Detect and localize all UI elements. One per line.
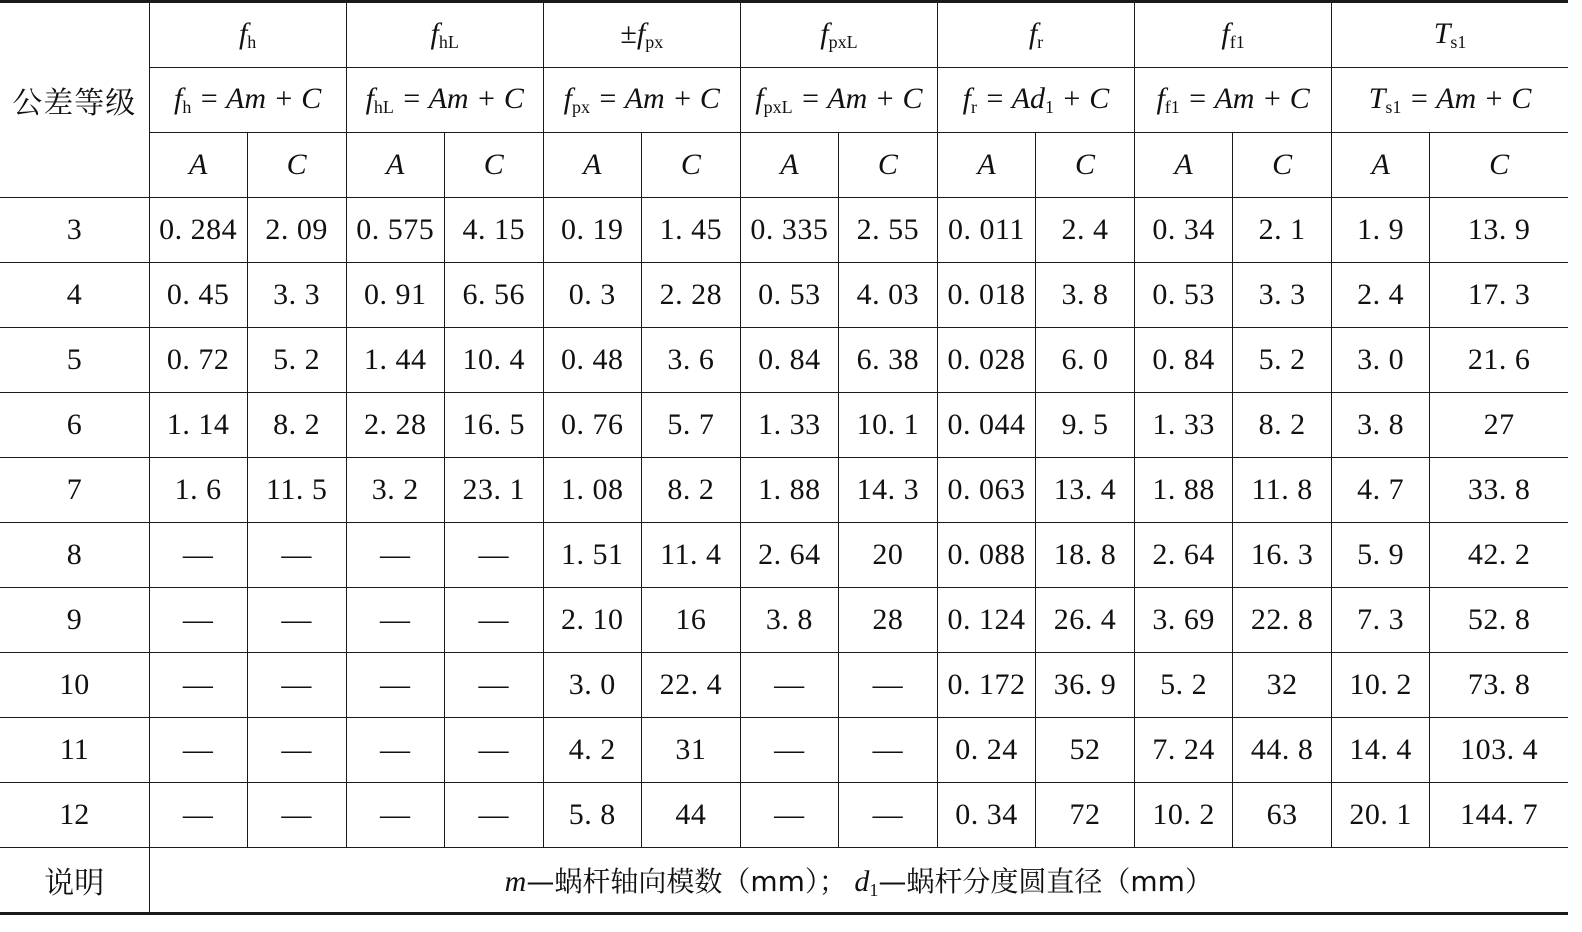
coef-a-cell: — (346, 523, 444, 588)
coef-c-cell: 2. 4 (1036, 198, 1135, 263)
coef-c-header: C (1430, 133, 1568, 198)
coef-c-cell: 20 (838, 523, 937, 588)
coef-c-cell: 3. 6 (641, 328, 740, 393)
table-row (0, 653, 1568, 718)
coef-c-cell: 13. 4 (1036, 458, 1135, 523)
coef-c-cell: — (247, 718, 346, 783)
grade-cell: 5 (0, 328, 149, 393)
coef-a-cell: 0. 172 (937, 653, 1035, 718)
coef-a-cell: — (149, 653, 247, 718)
coef-c-cell: 23. 1 (444, 458, 543, 523)
coef-c-cell: 9. 5 (1036, 393, 1135, 458)
formula-rhs: = Am + C (401, 82, 524, 115)
coef-c-cell: 2. 1 (1233, 198, 1332, 263)
coef-a-cell: 4. 7 (1332, 458, 1430, 523)
note-row (0, 848, 1568, 914)
coef-a-cell: 0. 044 (937, 393, 1035, 458)
coef-c-cell: 2. 28 (641, 263, 740, 328)
symbol-subscript: h (247, 32, 257, 52)
coef-c-cell: 8. 2 (641, 458, 740, 523)
symbol-subscript: pxL (828, 32, 858, 52)
coef-c-cell: 44. 8 (1233, 718, 1332, 783)
coef-a-cell: — (149, 523, 247, 588)
coef-c-cell: — (444, 718, 543, 783)
coef-c-cell: 17. 3 (1430, 263, 1568, 328)
grade-cell: 6 (0, 393, 149, 458)
formula-symbol: T (1368, 82, 1386, 115)
coef-c-cell: 36. 9 (1036, 653, 1135, 718)
table-row (0, 458, 1568, 523)
coef-c-cell: 3. 8 (1036, 263, 1135, 328)
coef-c-cell: 4. 15 (444, 198, 543, 263)
coef-c-header: C (444, 133, 543, 198)
symbol-subscript: r (1037, 32, 1044, 52)
coef-c-cell: 16. 5 (444, 393, 543, 458)
coef-c-cell: 18. 8 (1036, 523, 1135, 588)
coef-a-cell: — (346, 653, 444, 718)
coef-a-header: A (1135, 133, 1233, 198)
symbol-letter: f (1221, 17, 1230, 50)
formula-symbol: f (365, 82, 374, 115)
symbol-letter: T (1433, 17, 1451, 50)
formula-subscript: px (572, 97, 590, 117)
coef-a-cell: — (346, 588, 444, 653)
formula-symbol: f (173, 82, 183, 115)
coef-a-cell: 0. 19 (543, 198, 641, 263)
grade-cell: 9 (0, 588, 149, 653)
formula-rhs: = Am + C (1187, 82, 1310, 115)
coef-c-header: C (641, 133, 740, 198)
coef-c-cell: 13. 9 (1430, 198, 1568, 263)
formula-rhs: = Ad (984, 82, 1046, 115)
coef-c-cell: 44 (641, 783, 740, 848)
coef-c-cell: — (444, 653, 543, 718)
coef-a-cell: 0. 124 (937, 588, 1035, 653)
coef-a-cell: 4. 2 (543, 718, 641, 783)
group-formula-fh (149, 68, 346, 133)
coef-a-cell: 0. 45 (149, 263, 247, 328)
coef-c-cell: — (247, 523, 346, 588)
group-symbol-fr (937, 2, 1134, 68)
coef-c-cell: 16. 3 (1233, 523, 1332, 588)
table-body (0, 198, 1568, 848)
coef-a-cell: 0. 91 (346, 263, 444, 328)
coef-c-header: C (247, 133, 346, 198)
coef-a-cell: 0. 84 (740, 328, 838, 393)
coef-a-cell: — (149, 588, 247, 653)
coef-a-cell: 1. 33 (1135, 393, 1233, 458)
coef-a-cell: 0. 575 (346, 198, 444, 263)
coef-c-header: C (838, 133, 937, 198)
formula-rhs: = Am + C (800, 82, 923, 115)
coef-a-cell: 1. 6 (149, 458, 247, 523)
coef-c-cell: 31 (641, 718, 740, 783)
coef-a-cell: 14. 4 (1332, 718, 1430, 783)
formula-rhs: = Am + C (1408, 82, 1532, 115)
grade-cell: 3 (0, 198, 149, 263)
table-row (0, 783, 1568, 848)
coef-a-cell: 0. 34 (1135, 198, 1233, 263)
coef-a-cell: — (346, 783, 444, 848)
symbol-subscript: hL (438, 32, 459, 52)
table-row (0, 393, 1568, 458)
coef-c-cell: 73. 8 (1430, 653, 1568, 718)
symbol-letter: f (636, 17, 646, 50)
coef-c-cell: 5. 2 (1233, 328, 1332, 393)
group-formula-fpxl (740, 68, 937, 133)
group-formula-ts1 (1332, 68, 1568, 133)
coef-a-cell: 2. 64 (740, 523, 838, 588)
coef-a-cell: 1. 44 (346, 328, 444, 393)
group-formula-ff1 (1135, 68, 1332, 133)
tolerance-grade-header: 公差等级 (0, 2, 149, 198)
coef-c-cell: 2. 09 (247, 198, 346, 263)
coef-c-cell: — (444, 588, 543, 653)
coef-a-cell: 0. 028 (937, 328, 1035, 393)
formula-symbol: f (563, 82, 572, 115)
coef-c-cell: 5. 2 (247, 328, 346, 393)
coef-a-cell: 3. 69 (1135, 588, 1233, 653)
table-row (0, 523, 1568, 588)
group-symbol-fhl (346, 2, 543, 68)
coef-a-cell: 1. 51 (543, 523, 641, 588)
table-row (0, 263, 1568, 328)
note-m-symbol: m (504, 864, 527, 898)
symbol-letter: f (430, 17, 439, 50)
coef-a-cell: 3. 0 (1332, 328, 1430, 393)
table-row (0, 588, 1568, 653)
coef-a-cell: 20. 1 (1332, 783, 1430, 848)
coef-a-cell: 5. 2 (1135, 653, 1233, 718)
coef-c-cell: 11. 8 (1233, 458, 1332, 523)
coef-a-cell: 0. 088 (937, 523, 1035, 588)
grade-cell: 7 (0, 458, 149, 523)
coef-a-cell: 7. 3 (1332, 588, 1430, 653)
formula-rhs: = Am + C (597, 82, 720, 115)
symbol-letter: f (820, 17, 829, 50)
formula-subscript: h (182, 97, 192, 117)
coef-a-cell: 0. 48 (543, 328, 641, 393)
note-m-description: —蜗杆轴向模数（mm）； (526, 864, 847, 898)
coef-a-cell: — (740, 718, 838, 783)
coef-a-cell: 5. 9 (1332, 523, 1430, 588)
coef-a-cell: 0. 24 (937, 718, 1035, 783)
coef-a-cell: 0. 53 (1135, 263, 1233, 328)
header-row-coefficients (0, 133, 1568, 198)
symbol-letter: f (1028, 17, 1038, 50)
coef-c-cell: 22. 4 (641, 653, 740, 718)
coef-c-cell: — (838, 783, 937, 848)
coef-a-cell: 1. 9 (1332, 198, 1430, 263)
coef-a-cell: 2. 64 (1135, 523, 1233, 588)
coef-c-cell: 8. 2 (247, 393, 346, 458)
coef-a-cell: 0. 34 (937, 783, 1035, 848)
formula-rhs: = Am + C (198, 82, 322, 115)
coef-a-cell: 0. 72 (149, 328, 247, 393)
coef-a-cell: 0. 284 (149, 198, 247, 263)
coef-a-cell: 3. 0 (543, 653, 641, 718)
coef-c-cell: 10. 1 (838, 393, 937, 458)
coef-a-cell: 3. 8 (1332, 393, 1430, 458)
coef-c-cell: 52 (1036, 718, 1135, 783)
coef-a-header: A (740, 133, 838, 198)
coef-a-cell: 0. 3 (543, 263, 641, 328)
coef-c-cell: 28 (838, 588, 937, 653)
coef-c-cell: 5. 7 (641, 393, 740, 458)
coef-c-cell: 42. 2 (1430, 523, 1568, 588)
coef-a-cell: 2. 10 (543, 588, 641, 653)
coef-a-cell: — (149, 718, 247, 783)
coef-c-cell: 21. 6 (1430, 328, 1568, 393)
table-row (0, 328, 1568, 393)
group-symbol-ts1 (1332, 2, 1568, 68)
coef-c-cell: 4. 03 (838, 263, 937, 328)
coef-c-cell: — (838, 718, 937, 783)
note-label: 说明 (0, 848, 149, 914)
coef-c-cell: 16 (641, 588, 740, 653)
coef-a-cell: 5. 8 (543, 783, 641, 848)
coef-a-header: A (937, 133, 1035, 198)
coef-c-cell: 144. 7 (1430, 783, 1568, 848)
coef-a-cell: 0. 018 (937, 263, 1035, 328)
coef-c-cell: — (247, 783, 346, 848)
coef-a-cell: 1. 33 (740, 393, 838, 458)
coef-c-cell: 11. 4 (641, 523, 740, 588)
coef-a-cell: 0. 53 (740, 263, 838, 328)
group-symbol-fpxl (740, 2, 937, 68)
coef-a-cell: — (740, 653, 838, 718)
grade-cell: 10 (0, 653, 149, 718)
coef-a-header: A (1332, 133, 1430, 198)
grade-cell: 11 (0, 718, 149, 783)
symbol-subscript: s1 (1450, 32, 1467, 52)
coef-a-cell: 10. 2 (1332, 653, 1430, 718)
coef-c-cell: 3. 3 (247, 263, 346, 328)
group-formula-fhl (346, 68, 543, 133)
group-symbol-ff1 (1135, 2, 1332, 68)
coef-c-cell: 6. 0 (1036, 328, 1135, 393)
coef-c-cell: 103. 4 (1430, 718, 1568, 783)
group-formula-fpx (543, 68, 740, 133)
group-symbol-fpx (543, 2, 740, 68)
symbol-prefix: ± (620, 17, 637, 50)
coef-c-cell: 27 (1430, 393, 1568, 458)
coef-a-cell: 0. 011 (937, 198, 1035, 263)
coef-a-cell: 10. 2 (1135, 783, 1233, 848)
coef-c-cell: — (247, 588, 346, 653)
note-d-symbol: d (854, 864, 870, 898)
formula-rhs-tail: + C (1054, 82, 1110, 115)
coef-a-cell: — (740, 783, 838, 848)
coef-a-cell: 1. 88 (740, 458, 838, 523)
grade-cell: 4 (0, 263, 149, 328)
coef-c-cell: 32 (1233, 653, 1332, 718)
coef-c-cell: 6. 56 (444, 263, 543, 328)
formula-subscript: pxL (763, 97, 793, 117)
table-row (0, 198, 1568, 263)
coef-c-cell: — (444, 783, 543, 848)
coef-a-cell: 3. 8 (740, 588, 838, 653)
coef-c-cell: 22. 8 (1233, 588, 1332, 653)
symbol-subscript: px (645, 32, 664, 52)
coef-a-cell: 1. 88 (1135, 458, 1233, 523)
formula-symbol: f (755, 82, 764, 115)
group-symbol-fh (149, 2, 346, 68)
coef-a-cell: 1. 14 (149, 393, 247, 458)
table-row (0, 718, 1568, 783)
coef-c-cell: 1. 45 (641, 198, 740, 263)
coef-a-header: A (543, 133, 641, 198)
coef-c-cell: — (838, 653, 937, 718)
coef-a-cell: 3. 2 (346, 458, 444, 523)
coef-a-cell: 7. 24 (1135, 718, 1233, 783)
group-formula-fr (937, 68, 1134, 133)
coef-a-cell: 1. 08 (543, 458, 641, 523)
coef-c-cell: 8. 2 (1233, 393, 1332, 458)
coef-c-cell: — (247, 653, 346, 718)
coef-c-header: C (1036, 133, 1135, 198)
formula-symbol: f (962, 82, 972, 115)
coef-c-cell: 33. 8 (1430, 458, 1568, 523)
coef-c-cell: 6. 38 (838, 328, 937, 393)
coef-a-cell: 0. 76 (543, 393, 641, 458)
coef-c-cell: 11. 5 (247, 458, 346, 523)
note-content (149, 848, 1568, 914)
note-d-description: —蜗杆分度圆直径（mm） (878, 864, 1213, 898)
coef-c-cell: 14. 3 (838, 458, 937, 523)
formula-rhs-subscript: 1 (1045, 97, 1055, 117)
header-row-symbols (0, 2, 1568, 68)
coef-c-cell: 3. 3 (1233, 263, 1332, 328)
symbol-letter: f (238, 17, 248, 50)
coef-a-header: A (346, 133, 444, 198)
coef-c-cell: 10. 4 (444, 328, 543, 393)
coef-c-cell: 52. 8 (1430, 588, 1568, 653)
coef-c-cell: 2. 55 (838, 198, 937, 263)
note-d-subscript: 1 (869, 879, 879, 900)
symbol-subscript: f1 (1229, 32, 1245, 52)
coef-a-cell: — (346, 718, 444, 783)
formula-subscript: f1 (1164, 97, 1180, 117)
coef-a-cell: 2. 4 (1332, 263, 1430, 328)
grade-cell: 12 (0, 783, 149, 848)
coef-c-cell: 72 (1036, 783, 1135, 848)
coef-c-cell: — (444, 523, 543, 588)
coef-c-header: C (1233, 133, 1332, 198)
formula-subscript: s1 (1385, 97, 1402, 117)
formula-subscript: hL (373, 97, 394, 117)
header-row-formulas (0, 68, 1568, 133)
grade-cell: 8 (0, 523, 149, 588)
coef-a-cell: — (149, 783, 247, 848)
coef-a-cell: 0. 335 (740, 198, 838, 263)
coef-a-cell: 2. 28 (346, 393, 444, 458)
coef-a-header: A (149, 133, 247, 198)
formula-symbol: f (1156, 82, 1165, 115)
coef-a-cell: 0. 063 (937, 458, 1035, 523)
coef-c-cell: 63 (1233, 783, 1332, 848)
formula-subscript: r (971, 97, 978, 117)
coef-a-cell: 0. 84 (1135, 328, 1233, 393)
coef-c-cell: 26. 4 (1036, 588, 1135, 653)
